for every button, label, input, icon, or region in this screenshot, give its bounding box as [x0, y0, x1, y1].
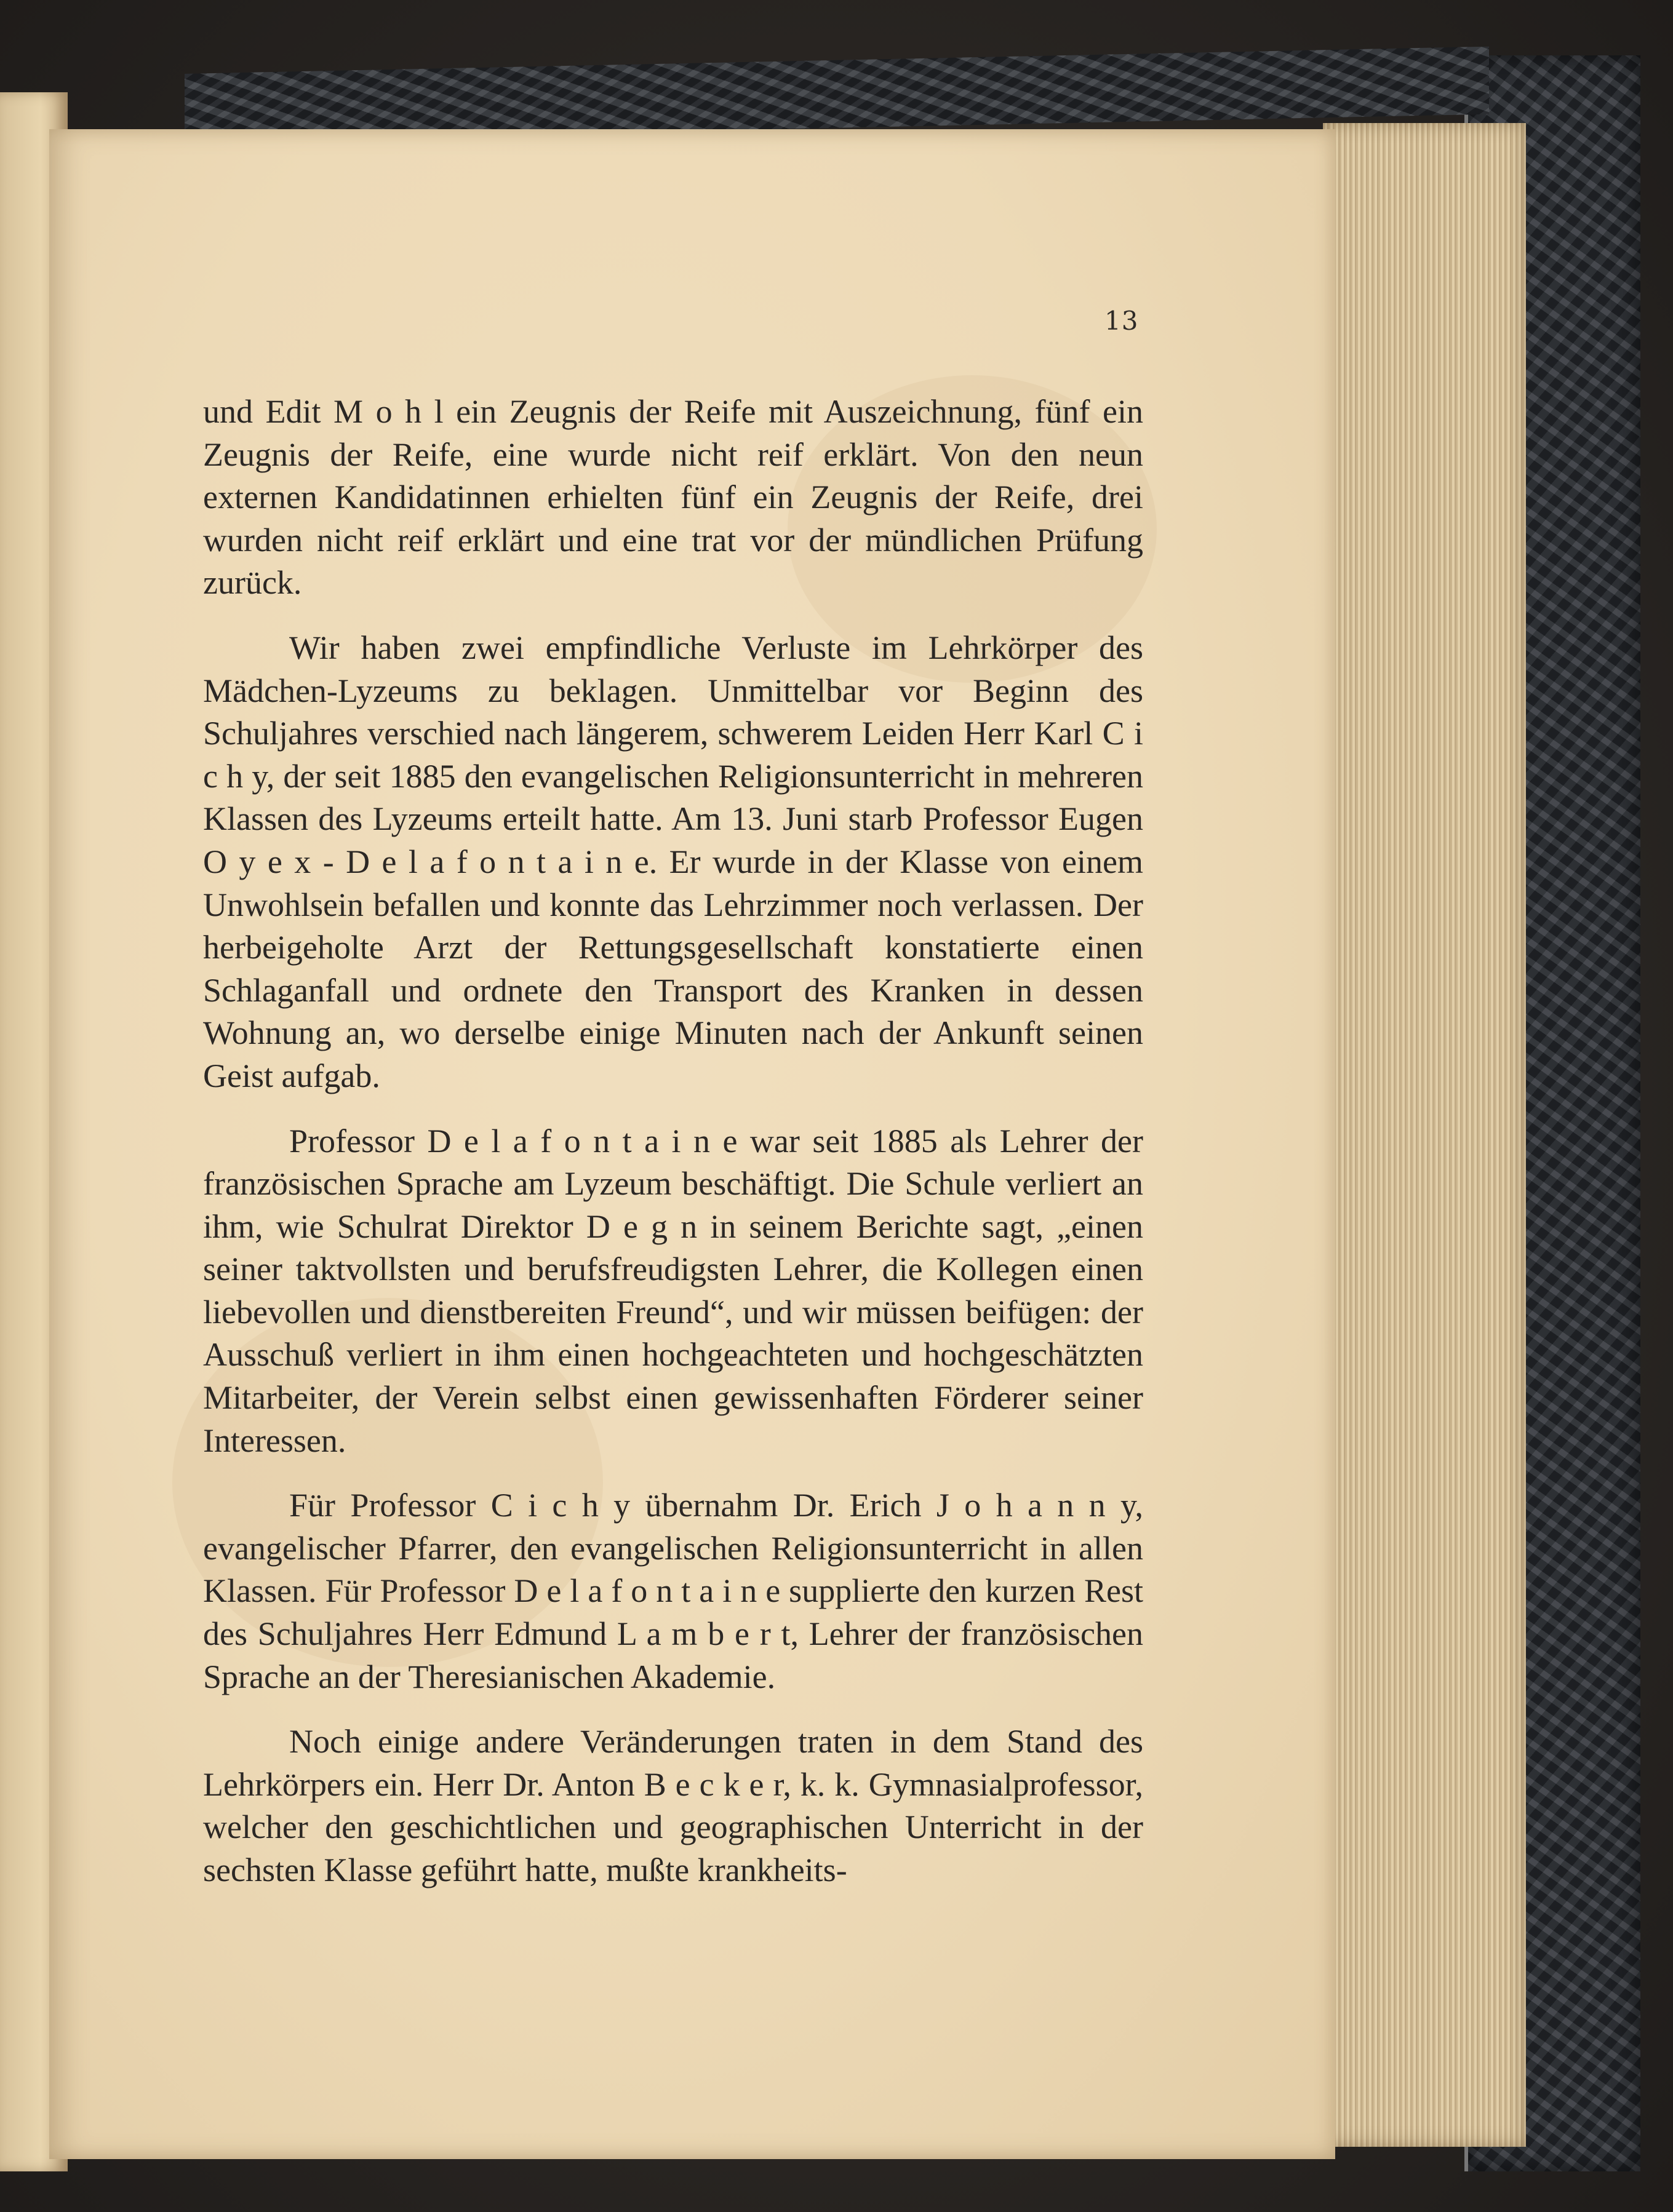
- paragraph: Noch einige andere Veränderungen traten in dem Stand des Lehrkörpers ein. Herr Dr. Anton B e c k e r, k. k. Gymnasialprofessor, welcher den geschichtlichen und geographischen Unterricht in der sechsten Klasse geführt hatte, mußte krankheits-: [203, 1723, 1143, 1888]
- paragraph: Für Professor C i c h y übernahm Dr. Erich J o h a n n y, evangelischer Pfarrer, den evangelischen Religionsunterricht in allen Klassen. Für Professor D e l a f o n t a i n e supplierte den kurzen Rest des Schuljahres Herr Edmund L a m b e r t, Lehrer der französischen Sprache an der Theresianischen Akademie.: [203, 1487, 1143, 1695]
- paragraph: Wir haben zwei empfindliche Verluste im Lehrkörper des Mädchen-Lyzeums zu beklagen. Unmittelbar vor Beginn des Schuljahres verschied nach längerem, schwerem Leiden Herr Karl C i c h y, der seit 1885 den evangelischen Religionsunterricht in mehreren Klassen des Lyzeums erteilt hatte. Am 13. Juni starb Professor Eugen O y e x - D e l a f o n t a i n e. Er wurde in der Klasse von einem Unwohlsein befallen und konnte das Lehrzimmer noch verlassen. Der herbeigeholte Arzt der Rettungsgesellschaft konstatierte einen Schlaganfall und ordnete den Transport des Kranken in dessen Wohnung an, wo derselbe einige Minuten nach der Ankunft seinen Geist aufgab.: [203, 629, 1143, 1094]
- paragraph: Professor D e l a f o n t a i n e war seit 1885 als Lehrer der französischen Sprache am Lyzeum beschäftigt. Die Schule verliert an ihm, wie Schulrat Direktor D e g n in seinem Berichte sagt, „einen seiner taktvollsten und berufsfreudigsten Lehrer, die Kollegen einen liebevollen und dienstbereiten Freund“, und wir müssen beifügen: der Ausschuß verliert in ihm einen hochgeachteten und hochgeschätzten Mitarbeiter, der Verein selbst einen gewissenhaften Förderer seiner Interessen.: [203, 1122, 1143, 1459]
- page-fore-edges: [1323, 123, 1526, 2147]
- paragraph: und Edit M o h l ein Zeugnis der Reife mit Auszeichnung, fünf ein Zeugnis der Reife, eine wurde nicht reif erklärt. Von den neun externen Kandidatinnen erhielten fünf ein Zeugnis der Reife, drei wurden nicht reif erklärt und eine trat vor der mündlichen Prüfung zurück.: [203, 393, 1143, 602]
- page-number: 13: [1104, 306, 1139, 336]
- page-body-text: [203, 391, 1143, 1892]
- marbled-book-cover-top: [185, 47, 1489, 141]
